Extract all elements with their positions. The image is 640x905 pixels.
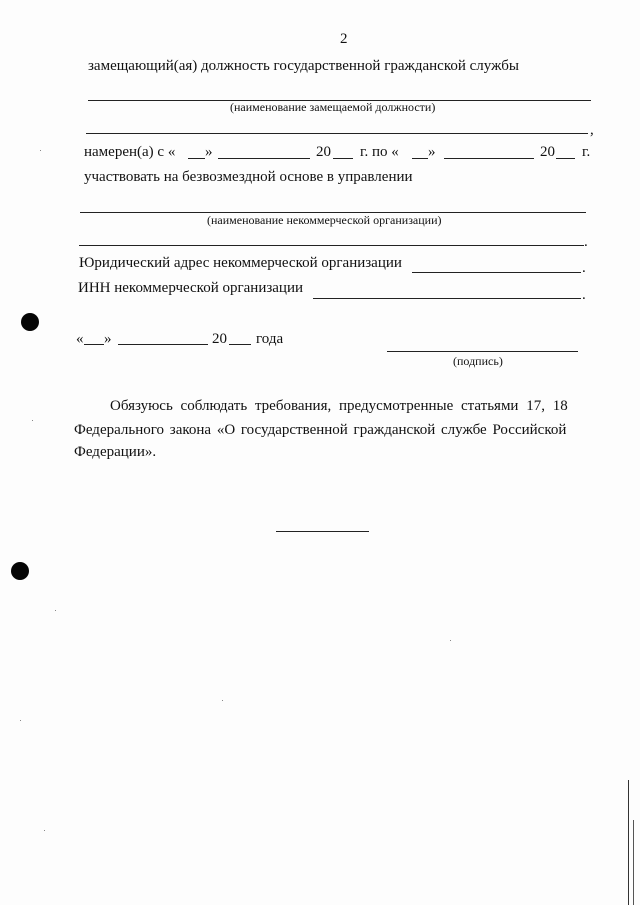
org-caption: (наименование некоммерческой организации)	[207, 213, 442, 227]
period: .	[582, 287, 586, 303]
punch-hole-bottom	[11, 562, 29, 580]
date-close-quote: »	[104, 331, 112, 347]
intent-quote-2: »	[428, 144, 436, 160]
day-blank-1	[188, 158, 205, 159]
punch-hole-top	[21, 313, 39, 331]
intent-g-po: г. по «	[360, 144, 399, 160]
position-statement: замещающий(ая) должность государственной гражданской службы	[88, 58, 519, 74]
date-day-blank	[84, 344, 104, 345]
scan-edge-line	[633, 820, 634, 905]
date-year-blank	[229, 344, 251, 345]
position-caption: (наименование замещаемой должности)	[230, 100, 436, 114]
period: .	[582, 260, 586, 276]
signature-blank	[387, 351, 578, 352]
obligation-line-1: Обязуюсь соблюдать требования, предусмотренные статьями 17, 18	[110, 398, 568, 414]
scan-speck	[20, 720, 21, 721]
date-month-blank	[118, 344, 208, 345]
scan-speck	[450, 640, 451, 641]
org-blank-2	[79, 245, 584, 246]
legal-address-blank	[412, 272, 581, 273]
participate-statement: участвовать на безвозмездной основе в управлении	[84, 169, 413, 185]
signature-caption: (подпись)	[453, 354, 503, 368]
intent-quote-1: »	[205, 144, 213, 160]
obligation-line-3: Федерации».	[74, 444, 157, 460]
period: .	[584, 234, 588, 250]
scan-speck	[55, 610, 56, 611]
intent-lead: намерен(а) с «	[84, 144, 176, 160]
obligation-line-2: Федерального закона «О государственной гражданской службе Российской	[74, 422, 567, 438]
closing-separator	[276, 531, 369, 532]
date-goda: года	[256, 331, 284, 347]
date-open-quote: «	[76, 331, 84, 347]
scan-speck	[222, 700, 223, 701]
intent-year-2: 20	[540, 144, 555, 160]
date-year: 20	[212, 331, 227, 347]
page-number: 2	[340, 31, 348, 47]
year-blank-2	[556, 158, 575, 159]
legal-address-label: Юридический адрес некоммерческой организации	[79, 255, 402, 271]
month-blank-1	[218, 158, 310, 159]
scan-speck	[44, 830, 45, 831]
scan-speck	[40, 150, 41, 151]
scan-speck	[32, 420, 33, 421]
intent-year-1: 20	[316, 144, 331, 160]
inn-label: ИНН некоммерческой организации	[78, 280, 304, 296]
scan-edge-line	[628, 780, 629, 905]
day-blank-2	[412, 158, 428, 159]
intent-g-end: г.	[582, 144, 591, 160]
month-blank-2	[444, 158, 534, 159]
year-blank-1	[333, 158, 353, 159]
position-blank-2	[86, 133, 588, 134]
inn-blank	[313, 298, 581, 299]
comma: ,	[590, 122, 594, 138]
